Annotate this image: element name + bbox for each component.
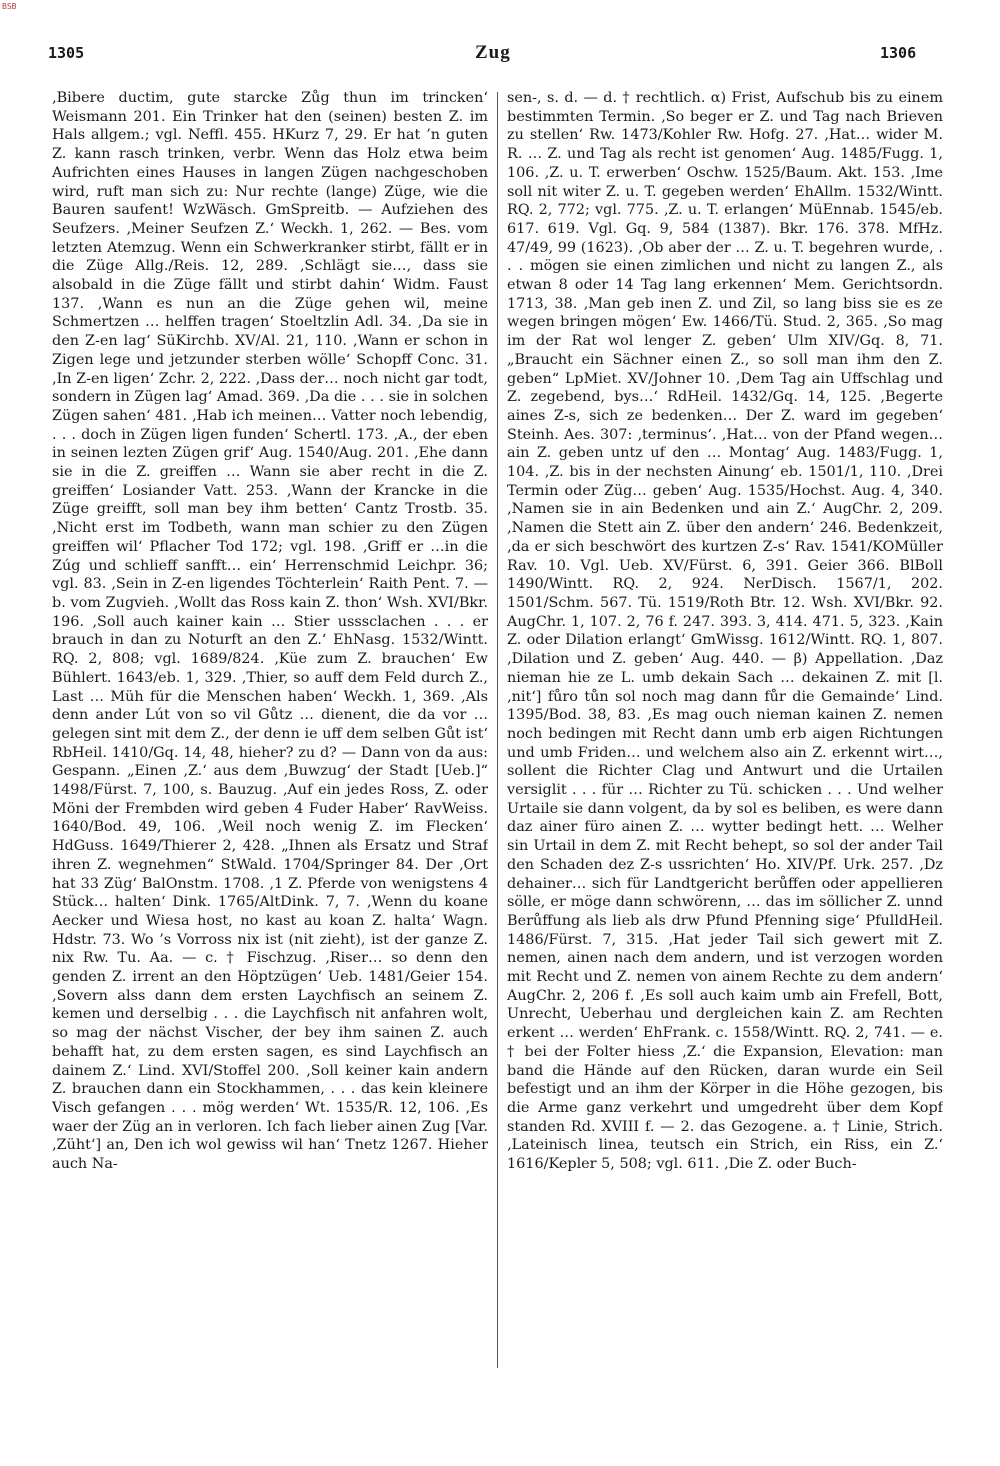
text-column-right: [507, 89, 943, 1379]
page-header: [0, 36, 1000, 76]
column-text-right: sen-, s. d. — d. † rechtlich. α) Frist, Aufschub bis zu einem bestimmten Termin. ‚So beger er Z. und Tag nach Brieven zu stellen‘ Rw. 1473/Kohler Rw. Hofg. 27. ‚Hat… wider M. R. … Z. und Tag als recht ist genomen‘ Aug. 1485/Fugg. 1, 106. ‚Z. u. T. erwerben‘ Oschw. 1525/Baum. Akt. 153. ‚Ime soll nit witer Z. u. T. gegeben werden‘ EhAllm. 1532/Wintt. RQ. 2, 772; vgl. 775. ‚Z. u. T. erlangen‘ MüEnnab. 1545/eb. 617. 619. Vgl. Gq. 9, 584 (1387). Bkr. 176. 378. MfHz. 47/49, 99 (1623). ‚Ob aber der … Z. u. T. begehren wurde, . . . mögen sie einen zimlichen und nicht zu langen Z., als etwan 8 oder 14 Tag lang erkennen‘ Mem. Gerichtsordn. 1713, 38. ‚Man geb inen Z. und Zil, so lang biss sie es ze wegen bringen mögen‘ Ew. 1466/Tü. Stud. 2, 365. ‚So mag im der Rat wol lenger Z. geben‘ Ulm XIV/Gq. 8, 71. „Braucht ein Sächner einen Z., so soll man ihm den Z. geben“ LpMiet. XV/Johner 10. ‚Dem Tag ain Uffschlag und Z. zegebend, bys…‘ RdHeil. 1432/Gq. 14, 125. ‚Begerte aines Z-s, sich ze bedenken… Der Z. ward im gegeben‘ Steinh. Aes. 307: ‚terminus‘. ‚Hat… von der Pfand wegen… ain Z. geben untz uf den … Montag‘ Aug. 1483/Fugg. 1, 104. ‚Z. bis in der nechsten Ainung‘ eb. 1501/1, 110. ‚Drei Termin oder Züg… geben‘ Aug. 1535/Hochst. Aug. 4, 340. ‚Namen sie in ain Bedenken und ain Z.‘ AugChr. 2, 209. ‚Namen die Stett ain Z. über den andern‘ 246. Bedenkzeit, ‚da er sich beschwört des kurtzen Z-s‘ Rav. 1541/KOMüller Rav. 10. Vgl. Ueb. XV/Fürst. 6, 391. Geier 366. BlBoll 1490/Wintt. RQ. 2, 924. NerDisch. 1567/1, 202. 1501/Schm. 567. Tü. 1519/Roth Btr. 12. Wsh. XVI/Bkr. 92. AugChr. 1, 107. 2, 76 f. 247. 393. 3, 414. 471. 5, 323. ‚Kain Z. oder Dilation erlangt‘ GmWissg. 1612/Wintt. RQ. 1, 807. ‚Dilation und Z. geben‘ Aug. 440. — β) Appellation. ‚Daz nieman hie ze L. umb dekain Sach … dekainen Z. mit [l. ‚nit‘] fůro tůn sol noch mag dann fůr die Gemainde‘ Lind. 1395/Bod. 38, 83. ‚Es mag ouch nieman kainen Z. nemen noch bedingen mit Recht dann umb erb aigen Richtungen und umb Friden… und welchem also ain Z. erkennt wirt…, sollent die Richter Clag und Antwurt und die Urtailen versiglit . . . für … Richter zu Tü. schicken . . . Und welher Urtaile sie dann volgent, da by sol es beliben, es were dann daz ainer füro ainen Z. … wytter bedingt hett. … Welher sin Urtail in dem Z. mit Recht behept, so sol der ander Tail den Schaden dez Z-s ussrichten‘ Ho. XIV/Pf. Urk. 257. ‚Dz dehainer… sich für Landtgericht berůffen oder appellieren sölle, er möge dann schwörenn, … das im söllicher Z. unnd Berůffung als lieb als drw Pfund Pfenning sige‘ PfulldHeil. 1486/Fürst. 7, 315. ‚Hat jeder Tail sich gewert mit Z. nemen, ainen nach dem andern, und ist verzogen worden mit Recht und Z. nemen von ainem Rechte zu dem andern‘ AugChr. 2, 206 f. ‚Es soll auch kaim umb ain Frefell, Bott, Unrecht, Ueberhau und dergleichen kain Z. am Rechten erkent … werden‘ EhFrank. c. 1558/Wintt. RQ. 2, 741. — e. † bei der Folter hiess ‚Z.‘ die Expansion, Elevation: man band die Hände auf den Rücken, daran wurde ein Seil befestigt und an ihm der Körper in die Höhe gezogen, bis die Arme ganz verkehrt und umgedreht über dem Kopf standen Rd. XVIII f. — 2. das Gezogene. a. † Linie, Strich. ‚Lateinisch linea, teutsch ein Strich, ein Riss, ein Z.‘ 1616/Kepler 5, 508; vgl. 611. ‚Die Z. oder Buch-: [507, 90, 943, 1173]
library-stamp: BSB: [2, 2, 17, 11]
column-divider: [497, 92, 498, 1368]
page-number-right: 1306: [880, 44, 917, 62]
text-column-left: [52, 89, 488, 1379]
page-number-left: 1305: [48, 44, 85, 62]
running-headword: Zug: [475, 42, 511, 63]
column-text-left: ‚Bibere ductim, gute starcke Zůg thun im trincken‘ Weismann 201. Ein Trinker hat den (seinen) besten Z. im Hals allgem.; vgl. Neffl. 455. HKurz 7, 29. Er hat ’n guten Z. kann rasch trinken, verbr. Wenn das Holz etwa beim Aufrichten eines Hauses in langen Zügen nachgeschoben wird, ruft man sich zu: Nur rechte (lange) Züge, wie die Bauren saufent! WzWäsch. GmSpreitb. — Aufziehen des Seufzers. ‚Meiner Seufzen Z.‘ Weckh. 1, 262. — Bes. vom letzten Atemzug. Wenn ein Schwerkranker stirbt, fällt er in die Züge Allg./Reis. 12, 289. ‚Schlägt sie…, dass sie alsobald in die Züge fällt und stirbt dahin‘ Widm. Faust 137. ‚Wann es nun an die Züge gehen wil, meine Schmertzen … helffen tragen‘ Stoeltzlin Adl. 34. ‚Da sie in den Z-en lag‘ SüKirchb. XV/Al. 21, 110. ‚Wann er schon in Zigen lege und jetzunder sterben wölle‘ Schopff Conc. 31. ‚In Z-en ligen‘ Zchr. 2, 222. ‚Dass der… noch nicht gar todt, sondern in Zügen lag‘ Amad. 369. ‚Da die . . . sie in solchen Zügen sahen‘ 481. ‚Hab ich meinen… Vatter noch lebendig, . . . doch in Zügen ligen funden‘ Schertl. 173. ‚A., der eben in seinen lezten Zügen grif‘ Aug. 1540/Aug. 201. ‚Ehe dann sie in die Z. greiffen … Wann sie aber recht in die Z. greiffen‘ Losiander Vatt. 253. ‚Wann der Krancke in die Züge greifft, soll man bey ihm betten‘ Cantz Trostb. 35. ‚Nicht erst im Todbeth, wann man schier zu den Zügen greiffen wil‘ Pflacher Tod 172; vgl. 198. ‚Griff er …in die Zúg und schlieff sanfft… ein‘ Herrenschmid Leichpr. 36; vgl. 83. ‚Sein in Z-en ligendes Töchterlein‘ Raith Pent. 7. — b. vom Zugvieh. ‚Wollt das Ross kain Z. thon‘ Wsh. XVI/Bkr. 196. ‚Soll auch kainer kain … Stier usssclachen . . . er brauch in dan zu Noturft an den Z.‘ EhNasg. 1532/Wintt. RQ. 2, 808; vgl. 1689/824. ‚Küe zum Z. brauchen‘ Ew Bühlert. 1643/eb. 1, 329. ‚Thier, so auff dem Feld durch Z., Last … Müh für die Menschen haben‘ Weckh. 1, 369. ‚Als denn ander Lút von so vil Gůtz … dienent, die da vor … gelegen sint mit dem Z., der denn ie uff dem selben Gůt ist‘ RbHeil. 1410/Gq. 14, 48, hieher? zu d? — Dann von da aus: Gespann. „Einen ‚Z.‘ aus dem ‚Buwzug‘ der Stadt [Ueb.]“ 1498/Fürst. 7, 100, s. Bauzug. ‚Auf ein jedes Ross, Z. oder Möni der Frembden wird geben 4 Fuder Haber‘ RavWeiss. 1640/Bod. 49, 106. ‚Weil noch wenig Z. im Flecken‘ HdGuss. 1649/Thierer 2, 428. „Ihnen als Ersatz und Straf ihren Z. wegnehmen“ StWald. 1704/Springer 84. Der ‚Ort hat 33 Züg‘ BalOnstm. 1708. ‚1 Z. Pferde von wenigstens 4 Stück… halten‘ Dink. 1765/AltDink. 7, 7. ‚Wenn du koane Aecker und Wiesa host, no kast au koan Z. halta‘ Wagn. Hdstr. 73. Wo ’s Vorross nix ist (nit zieht), ist der ganze Z. nix Rw. Tu. Aa. — c. † Fischzug. ‚Riser… so denn den genden Z. irrent an den Höptzügen‘ Ueb. 1481/Geier 154. ‚Sovern alss dann dem ersten Laychfisch an seinem Z. kemen und derselbig . . . die Laychfisch nit anfahren wolt, so mag der nächst Vischer, der bey ihm sainen Z. auch behafft hat, zu dem ersten sagen, es sind Laychfisch an dainem Z.‘ Lind. XVI/Stoffel 200. ‚Soll keiner kain andern Z. brauchen dann ein Stockhammen, . . . das kein kleinere Visch gefangen . . . mög werden‘ Wt. 1535/R. 12, 106. ‚Es waer der Züg an in verloren. Ich fach lieber ainen Zug [Var. ‚Züht‘] an, Den ich wol gewiss wil han‘ Tnetz 1267. Hieher auch Na-: [52, 90, 488, 1173]
